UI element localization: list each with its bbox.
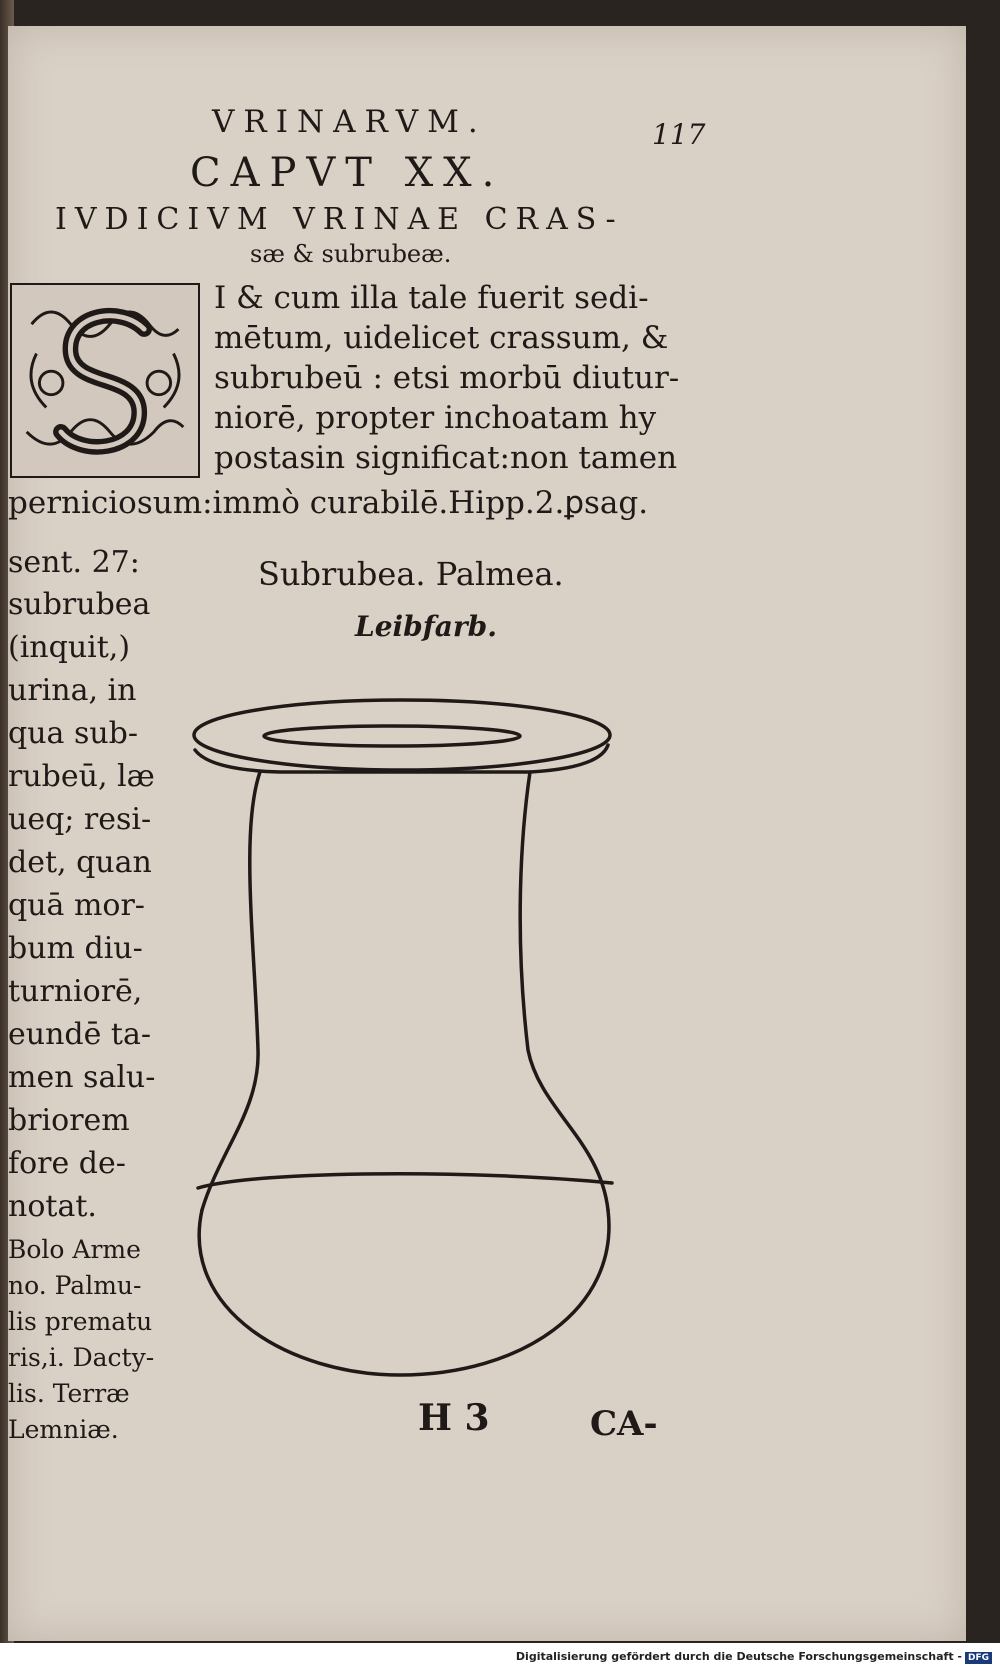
decorated-initial [10,283,200,478]
flask-bowl [199,1210,609,1375]
body-line-3: subrubeū : etsi morbū diutur- [214,360,680,396]
flask-neck-left [202,772,260,1210]
margin-line: ueq; resi- [8,802,152,837]
section-heading-line1: IVDICIVM VRINAE CRAS- [55,202,624,237]
margin-note-line: ris,i. Dacty- [8,1343,155,1372]
body-line-4: niorē, propter inchoatam hy [214,400,657,436]
flask-rim-outer [194,700,610,770]
german-color-label: Leibfarb. [355,610,497,643]
sediment-line [198,1174,612,1188]
margin-line: qua sub- [8,716,139,751]
margin-line: bum diu- [8,931,143,966]
body-line-2: mētum, uidelicet crassum, & [214,320,669,356]
chapter-title: CAPVT XX. [190,150,505,196]
margin-line: subrubea [8,587,151,622]
flask-neck-right [520,772,608,1210]
section-heading-line2: sæ & subrubeæ. [250,240,452,268]
decorated-initial-icon [12,285,198,476]
margin-line: turniorē, [8,974,143,1009]
digitization-credit-text: Digitalisierung gefördert durch die Deutsche Forschungsgemeinschaft - [515,1650,962,1663]
catchword: CA- [590,1404,658,1444]
body-line-6: perniciosum:immò curabilē.Hipp.2.ꝑsag. [8,485,649,521]
margin-line: fore de- [8,1146,126,1181]
page-number: 117 [652,118,706,151]
margin-line: rubeū, læ [8,759,155,794]
margin-note-line: lis prematu [8,1307,153,1336]
margin-note-line: Bolo Arme [8,1235,141,1264]
dfg-logo: DFG [965,1652,992,1664]
margin-line: eundē ta- [8,1017,151,1052]
margin-line: sent. 27: [8,545,140,580]
running-head: VRINARVM. [212,104,487,140]
body-line-5: postasin significat:non tamen [214,440,678,476]
margin-line: urina, in [8,673,137,708]
urine-color-subtitle: Subrubea. Palmea. [258,555,564,593]
margin-line: quā mor- [8,888,145,923]
body-line-1: I & cum illa tale fuerit sedi- [214,280,649,316]
digitization-credit [516,1650,992,1664]
margin-line: notat. [8,1189,97,1224]
signature-mark: H 3 [418,1397,490,1439]
margin-line: briorem [8,1103,130,1138]
urine-flask-illustration [180,690,620,1380]
flask-rim-inner [264,726,520,746]
margin-note-line: Lemniæ. [8,1415,119,1444]
margin-line: det, quan [8,845,152,880]
margin-line: men salu- [8,1060,156,1095]
margin-note-line: no. Palmu- [8,1271,142,1300]
margin-line: (inquit,) [8,630,131,665]
margin-note-line: lis. Terræ [8,1379,130,1408]
